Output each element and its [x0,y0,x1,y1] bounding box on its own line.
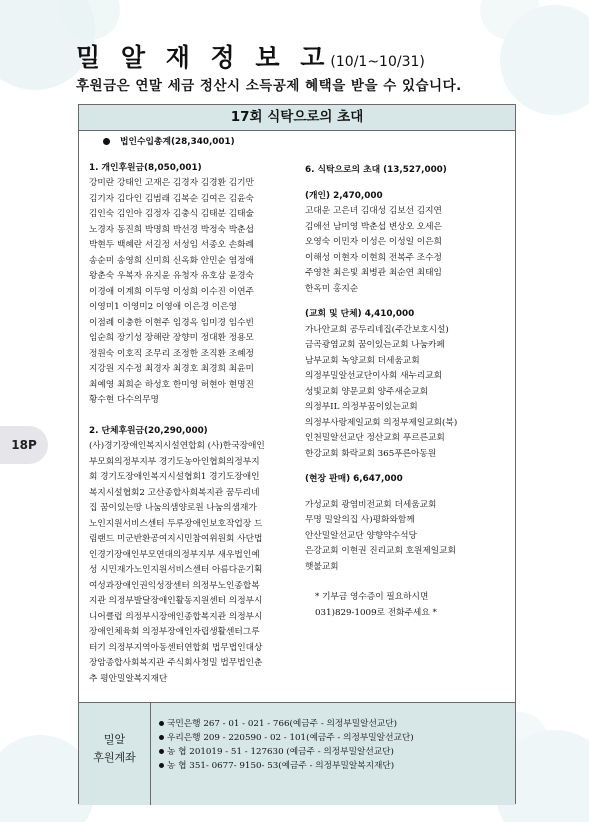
list-item: 니어클럽 의정부시장애인종합복지관 의정부시 [89,611,263,622]
list-item: 가성교회 광염비전교회 더세움교회 [305,499,437,510]
list-item: 오영숙 이민자 이성은 이성일 이은희 [305,237,442,247]
report-header: 17회 식탁으로의 초대 [79,105,515,131]
section-table-invitation: 6. 식탁으로의 초대 (13,527,000) [305,165,447,175]
corporate-total [103,135,294,151]
list-item: 의정부밀알선교단이사회 새누리교회 [305,371,443,381]
spacer [305,297,510,307]
bullet-icon [159,749,164,754]
list-item: 최예영 최희순 하성호 한미영 허현아 현명진 [89,379,254,390]
group-donor-list [89,439,294,687]
account-text: 국민은행 267 - 01 - 021 - 766(예금주 - 의정부밀알선교단) [167,719,398,729]
title-main: 밀 알 재 정 보 고 [76,43,331,72]
list-item: 한강교회 화락교회 365푸른아동원 [305,448,437,459]
list-item: 장애인체육회 의정부장애인자립생활센터그루 [89,627,260,637]
page-title [76,38,425,74]
list-item: 터기 의정부지역아동센터연합회 법무법인대상 [89,642,263,653]
list-item: 왕춘숙 우복자 유지윤 유청자 유호삼 윤경숙 [89,271,254,281]
spacer [305,462,510,472]
list-item: 정원숙 이호직 조무리 조정한 조직환 조혜정 [89,348,254,359]
list-item: 남부교회 녹양교회 더세움교회 [305,355,420,366]
list-item: 가나안교회 공두리네집(주간보호시설) [305,324,449,335]
note-line: * 기부금 영수증이 필요하시면 [315,592,429,602]
list-item: 인경기장애인부모연대의정부지부 새우법인예 [89,549,260,560]
list-item: (사)경기장애인복지시설연합회 (사)한국장애인 [89,441,265,451]
spacer [89,409,294,424]
personal-list [305,204,510,297]
list-item: 장암종합사회복지관 주식회사청밀 법무법인춘 [89,658,263,668]
list-item: 여성과장애인권익성장센터 의정부노인종합복 [89,580,260,591]
account-text: 우리은행 209 - 220590 - 02 - 101(예금주 - 의정부밀알선교단) [167,733,414,743]
page-subtitle: 후원금은 연말 세금 정산시 소득공제 혜택을 받을 수 있습니다. [76,78,462,94]
report-frame [78,104,516,804]
personal-donor-list [89,176,294,409]
bullet-icon [159,735,164,740]
list-item: 지관 의정부발달장애인활동지원센터 의정부시 [89,596,263,606]
site-sales-label: (현장 판매) 6,647,000 [305,474,403,484]
list-item: 이영미1 이영미2 이영애 이은경 이은영 [89,302,237,312]
list-item: 강미란 강태인 고재은 김경자 김경환 김기만 [89,178,254,188]
list-item: 한옥미 홍지순 [305,283,359,294]
spacer [305,575,510,590]
spacer [305,179,510,189]
list-item: 고대운 고은녀 김대성 김보선 김지연 [305,206,442,216]
list-item: 은강교회 이현권 진리교회 호원제일교회 [305,546,456,556]
corporate-label: 법인수입총계 [120,137,171,147]
list-item: 송순미 송영희 신미희 신옥화 안민순 염정애 [89,255,254,266]
list-item: 김기자 김다인 김범래 김복순 김여은 김윤숙 [89,193,254,204]
account-item [159,717,414,731]
account-list [159,717,414,773]
list-item: 무명 밀알의집 사)평화와함께 [305,515,415,525]
list-item: 의정부사랑제일교회 의정부제일교회(북) [305,417,458,428]
list-item: 성 시민재가노인지원서비스센터 아름다운기획 [89,565,263,575]
list-item: 이점례 이충한 이현주 임경옥 임미경 임수빈 [89,317,254,328]
spacer [89,151,294,161]
right-column [305,163,510,621]
list-item: 추 평안밀알복지재단 [89,673,168,684]
list-item: 박현두 백혜란 서길정 서성임 서종오 손화례 [89,240,254,250]
account-text: 농 협 351- 0677- 9150- 53(예금주 - 의정부밀알복지재단) [167,761,395,771]
site-sales-list [305,498,510,576]
list-item: 금곡광염교회 꿈이있는교회 나눔카페 [305,340,445,350]
accounts-label-line2: 후원계좌 [93,751,136,764]
donation-accounts [79,702,515,805]
list-item: 김애선 남미영 박춘섭 변상오 오세은 [305,221,442,232]
list-item: 지강원 지수정 최경자 최경호 최경희 최윤미 [89,364,254,374]
list-item: 의정부IL 의정부꿈이있는교회 [305,402,418,412]
section-personal-donations: 1. 개인후원금(8,050,001) [89,162,202,173]
accounts-label-line1: 밀알 [103,733,126,746]
list-item: 회 경기도장애인복지시설협회1 경기도장애인 [89,472,260,482]
bullet-icon [103,138,110,145]
church-list [305,323,510,463]
list-item: 복지시설협회2 고산종합사회복지관 꿈두리네 [89,487,260,498]
corporate-total-value: (28,340,001) [171,137,235,147]
list-item: 노인지원서비스센터 두루장애인보호작업장 드 [89,518,263,529]
church-label: (교회 및 단체) 4,410,000 [305,309,415,319]
list-item: 황수현 다수의무명 [89,395,159,405]
account-item [159,731,414,745]
list-item: 부모회의정부지부 경기도농아인협회의정부지 [89,456,260,467]
list-item: 성빛교회 양문교회 양주새순교회 [305,386,429,397]
note-line: 031)829-1009로 전화주세요 * [315,607,437,618]
list-item: 김인숙 김인아 김정자 김충식 김태분 김태술 [89,209,254,219]
account-text: 농 협 201019 - 51 - 127630 (예금주 - 의정부밀알선교단) [167,747,394,757]
left-column [89,135,294,687]
list-item: 이해성 이현자 이현희 전복주 조수정 [305,252,442,263]
list-item: 주영찬 최은빛 최병관 최순연 최태임 [305,268,442,278]
list-item: 안산밀알선교단 양향약수석당 [305,530,417,541]
bullet-icon [159,763,164,768]
accounts-label [79,703,151,805]
personal-label: (개인) 2,470,000 [305,190,383,201]
list-item: 이경애 이계희 이두영 이성희 이수진 이연주 [89,286,254,297]
title-range: (10/1~10/31) [330,54,425,70]
list-item: 햇불교회 [305,561,339,572]
list-item: 집 꿈이있는땅 나눔의샘양로원 나눔의샘재가 [89,503,257,513]
list-item: 임순희 장기성 장해란 장향미 정대환 정용모 [89,333,254,343]
section-group-donations: 2. 단체후원금(20,290,000) [89,425,208,436]
bullet-icon [159,721,164,726]
list-item: 인천밀알선교단 정산교회 푸르른교회 [305,433,445,443]
page-number-tab: 18P [0,426,48,464]
list-item: 림랜드 미군반환공여지시민참여위원회 사단법 [89,534,263,544]
list-item: 노경자 동진희 박명희 박선경 박정숙 박춘섭 [89,224,254,235]
account-item [159,745,414,759]
receipt-note [315,590,510,621]
account-item [159,759,414,773]
spacer [305,488,510,498]
